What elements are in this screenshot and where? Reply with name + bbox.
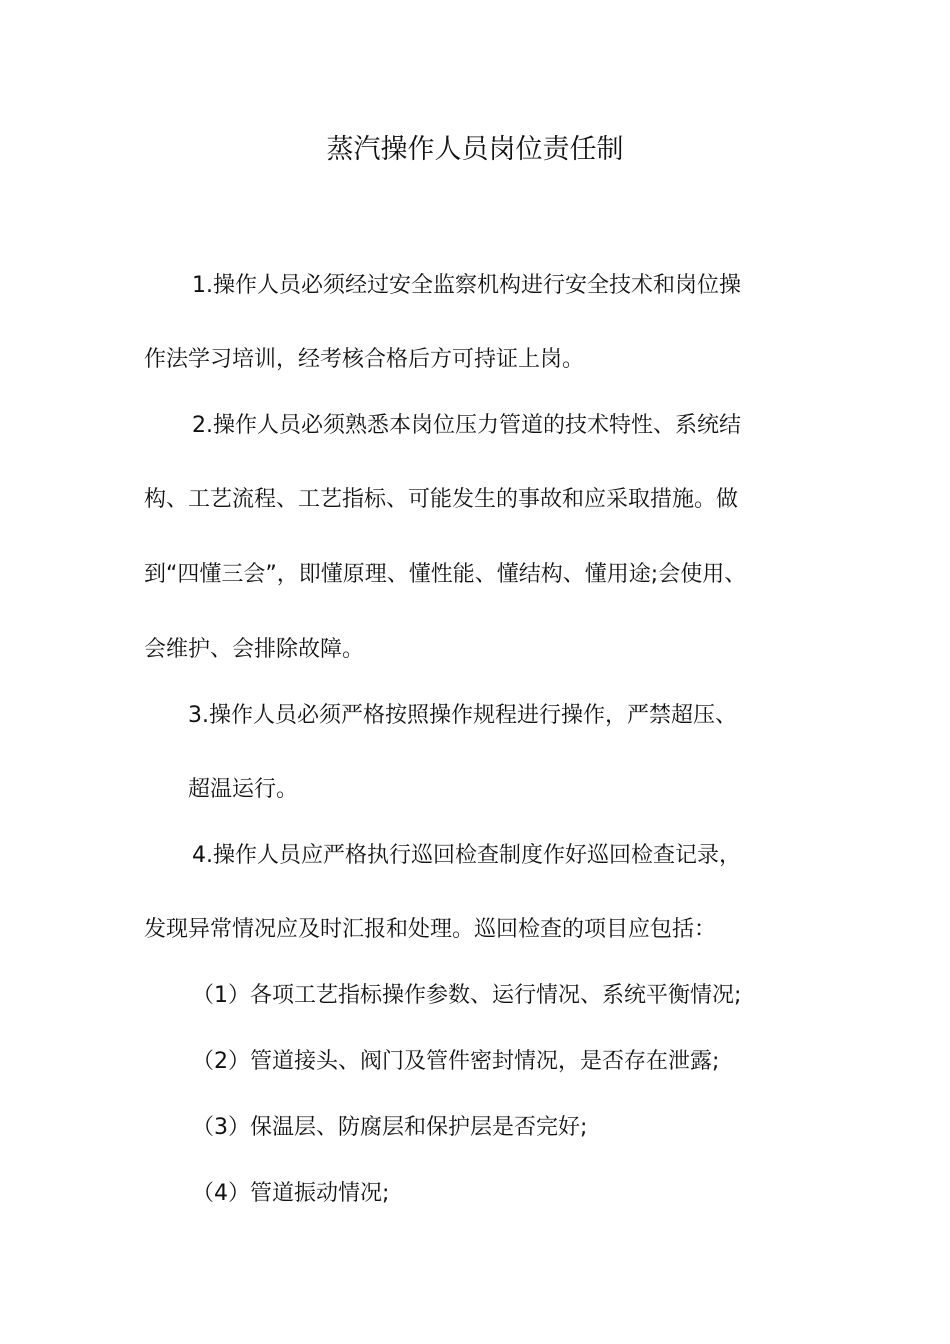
paragraph-2-line-4: 会维护、会排除故障。 (144, 637, 365, 662)
paragraph-2-line-3: 到“四懂三会”，即懂原理、懂性能、懂结构、懂用途;会使用、 (144, 562, 747, 587)
paragraph-3-line-2: 超温运行。 (188, 777, 299, 802)
paragraph-2-line-2: 构、工艺流程、工艺指标、可能发生的事故和应采取措施。做 (144, 487, 739, 512)
paragraph-3-line-1: 3.操作人员必须严格按照操作规程进行操作，严禁超压、 (188, 703, 737, 728)
check-item-4: （4）管道振动情况; (192, 1181, 390, 1206)
document-title: 蒸汽操作人员岗位责任制 (326, 134, 624, 165)
check-item-2: （2）管道接头、阀门及管件密封情况，是否存在泄露; (192, 1049, 720, 1074)
check-item-3: （3）保温层、防腐层和保护层是否完好; (192, 1115, 588, 1140)
paragraph-1-line-2: 作法学习培训，经考核合格后方可持证上岗。 (144, 347, 585, 372)
paragraph-1-line-1: 1.操作人员必须经过安全监察机构进行安全技术和岗位操 (192, 273, 741, 298)
check-item-1: （1）各项工艺指标操作参数、运行情况、系统平衡情况; (192, 983, 742, 1008)
paragraph-2-line-1: 2.操作人员必须熟悉本岗位压力管道的技术特性、系统结 (192, 413, 741, 438)
paragraph-4-line-1: 4.操作人员应严格执行巡回检查制度作好巡回检查记录， (192, 843, 741, 868)
paragraph-4-line-2: 发现异常情况应及时汇报和处理。巡回检查的项目应包括： (144, 917, 717, 942)
